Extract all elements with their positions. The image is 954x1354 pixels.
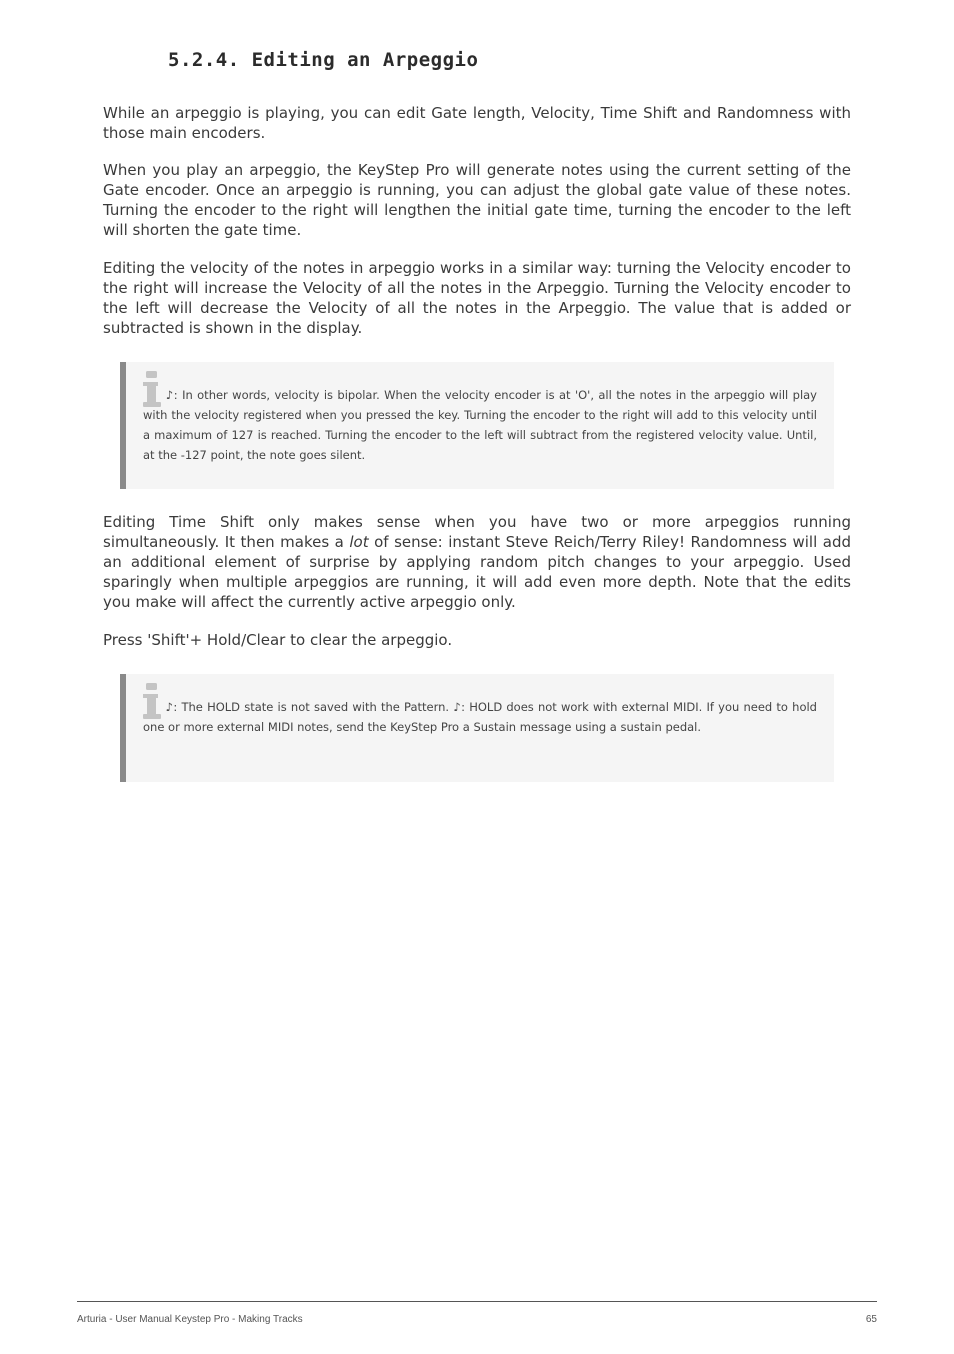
footer-title: Arturia - User Manual Keystep Pro - Making Tracks: [77, 1314, 303, 1325]
paragraph-clear: Press 'Shift'+ Hold/Clear to clear the arpeggio.: [103, 631, 453, 649]
footer-divider: [77, 1301, 877, 1302]
info-note-text: ♪: The HOLD state is not saved with the Pattern. ♪: HOLD does not work with external MIDI. If you need to hold one or more external MIDI notes, send the KeyStep Pro a Sustain message using a sustain pedal.: [143, 700, 817, 734]
paragraph-time-shift: Editing Time Shift only makes sense when you have two or more arpeggios running simultaneously. It then makes a lot of sense: instant Steve Reich/Terry Riley! Randomness will add an additional element of surprise by applying random pitch changes to your arpeggio. Used sparingly when multiple arpeggios are running, it will add even more depth. Note that the edits you make will affect the currently active arpeggio only.: [103, 513, 851, 611]
info-note-velocity: [120, 362, 834, 489]
page-number: 65: [865, 1314, 877, 1325]
section-heading: 5.2.4. Editing an Arpeggio: [168, 49, 479, 71]
info-note-hold: [120, 674, 834, 782]
paragraph-gate: When you play an arpeggio, the KeyStep Pro will generate notes using the current setting of the Gate encoder. Once an arpeggio is running, you can adjust the global gate value of these notes. Turning the encoder to the right will lengthen the initial gate time, turning the encoder to the left will shorten the gate time.: [103, 161, 851, 239]
info-note-text: ♪: In other words, velocity is bipolar. When the velocity encoder is at 'O', all the notes in the arpeggio will play with the velocity registered when you pressed the key. Turning the encoder to the right will add to this velocity until a maximum of 127 is reached. Turning the encoder to the left will subtract from the registered velocity value. Until, at the -127 point, the note goes silent.: [143, 388, 817, 462]
paragraph-velocity: Editing the velocity of the notes in arpeggio works in a similar way: turning the Velocity encoder to the right will increase the Velocity of all the notes in the Arpeggio. Turning the Velocity encoder to the left will decrease the Velocity of all the notes in the Arpeggio. The value that is added or subtracted is shown in the display.: [103, 259, 851, 337]
paragraph-intro: While an arpeggio is playing, you can edit Gate length, Velocity, Time Shift and Randomness with those main encoders.: [103, 104, 851, 142]
